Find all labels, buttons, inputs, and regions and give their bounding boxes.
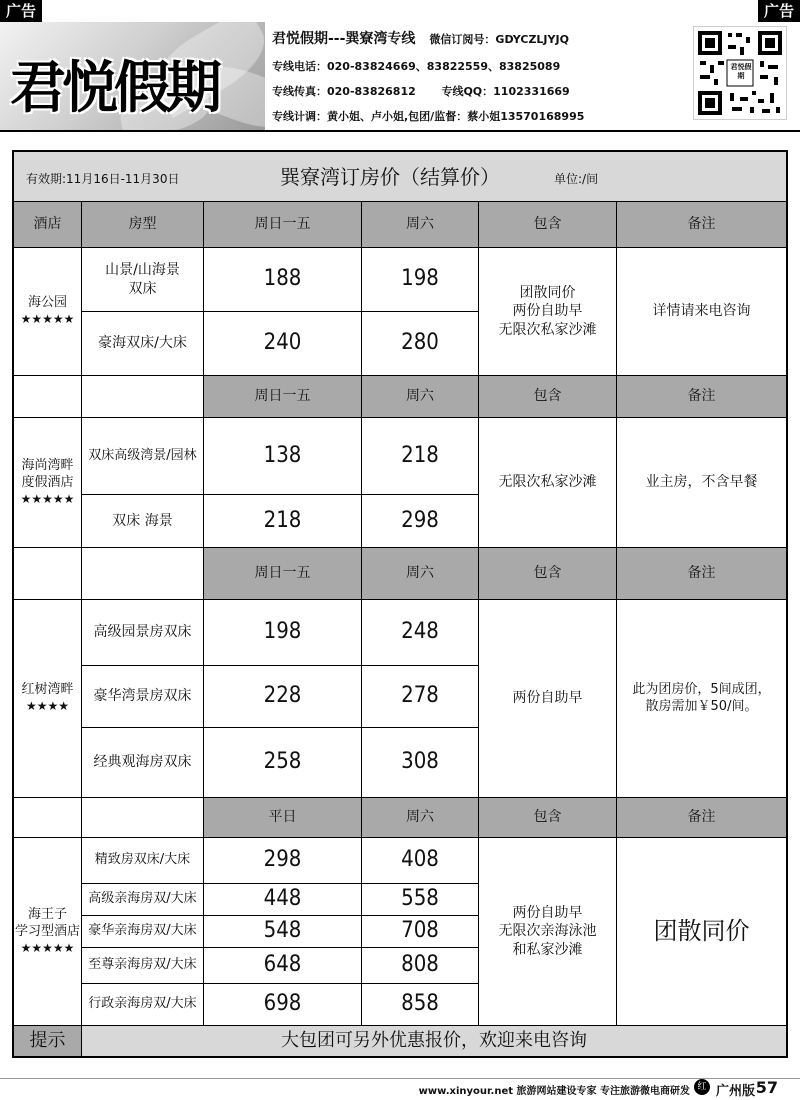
include-cell: 两份自助早 无限次亲海泳池 和私家沙滩 xyxy=(479,838,617,1026)
room-type: 豪海双床/大床 xyxy=(82,312,204,376)
weekday-price: 648 xyxy=(204,948,362,984)
head-room: 房型 xyxy=(82,202,204,248)
remark-cell: 此为团房价，5间成团， 散房需加￥50/间。 xyxy=(617,600,786,798)
head-saturday: 周六 xyxy=(362,202,479,248)
sub-head-weekday: 周日一五 xyxy=(204,548,362,600)
saturday-price: 308 xyxy=(362,728,479,798)
sub-head-remark: 备注 xyxy=(617,376,786,418)
saturday-price: 280 xyxy=(362,312,479,376)
star-rating: ★★★★ xyxy=(25,699,70,714)
tip-text: 大包团可另外优惠报价，欢迎来电咨询 xyxy=(82,1026,786,1056)
hotel-name: 海王子 学习型酒店 xyxy=(14,906,80,939)
weekday-price: 138 xyxy=(204,418,362,495)
saturday-price: 298 xyxy=(362,495,479,548)
brand-logo-icon: 红 xyxy=(694,1079,710,1095)
weekday-price: 188 xyxy=(204,248,362,312)
hotel-name-cell xyxy=(14,838,82,1026)
sub-head-saturday: 周六 xyxy=(362,798,479,838)
include-cell: 无限次私家沙滩 xyxy=(479,418,617,548)
ad-tag-right: 广告 xyxy=(758,0,800,22)
phone-line: 专线电话：020-83824669、83822559、83825089 xyxy=(272,60,561,73)
table-title: 巽寮湾订房价（结算价） xyxy=(280,164,500,189)
include-cell: 团散同价 两份自助早 无限次私家沙滩 xyxy=(479,248,617,376)
ad-tag-left: 广告 xyxy=(0,0,42,22)
weekday-price: 548 xyxy=(204,916,362,948)
head-hotel: 酒店 xyxy=(14,202,82,248)
room-type: 豪华湾景房双床 xyxy=(82,666,204,728)
saturday-price: 808 xyxy=(362,948,479,984)
footer-text: www.xinyour.net 旅游网站建设专家 专注旅游微电商研发 xyxy=(418,1086,690,1097)
sub-head-weekday: 平日 xyxy=(204,798,362,838)
weekday-price: 218 xyxy=(204,495,362,548)
unit-text: 单位:/间 xyxy=(554,172,599,186)
wechat-id: 微信订阅号：GDYCZLJYJQ xyxy=(429,33,569,46)
sub-head-include: 包含 xyxy=(479,376,617,418)
qq-line: 专线QQ：1102331669 xyxy=(441,85,570,98)
saturday-price: 558 xyxy=(362,884,479,916)
include-cell: 两份自助早 xyxy=(479,600,617,798)
saturday-price: 218 xyxy=(362,418,479,495)
validity-text: 有效期:11月16日-11月30日 xyxy=(26,172,180,186)
remark-cell: 详情请来电咨询 xyxy=(617,248,786,376)
saturday-price: 708 xyxy=(362,916,479,948)
fax-line: 专线传真：020-83826812 xyxy=(272,85,416,98)
sub-head-remark: 备注 xyxy=(617,798,786,838)
weekday-price: 448 xyxy=(204,884,362,916)
hotel-name: 海公园 xyxy=(27,295,67,311)
room-type: 经典观海房双床 xyxy=(82,728,204,798)
hotel-name-cell xyxy=(14,418,82,548)
room-type: 山景/山海景 双床 xyxy=(82,248,204,312)
room-type: 豪华亲海房双/大床 xyxy=(82,916,204,948)
star-rating: ★★★★★ xyxy=(20,312,75,327)
sub-head-saturday: 周六 xyxy=(362,548,479,600)
saturday-price: 278 xyxy=(362,666,479,728)
sub-head-include: 包含 xyxy=(479,798,617,838)
saturday-price: 248 xyxy=(362,600,479,666)
sub-head-remark: 备注 xyxy=(617,548,786,600)
hotel-name: 海尚湾畔 度假酒店 xyxy=(21,457,74,490)
blank-cell xyxy=(82,548,204,600)
weekday-price: 240 xyxy=(204,312,362,376)
star-rating: ★★★★★ xyxy=(20,491,75,506)
hotel-name-cell xyxy=(14,248,82,376)
header-banner xyxy=(0,22,800,132)
room-type: 至尊亲海房双/大床 xyxy=(82,948,204,984)
head-include: 包含 xyxy=(479,202,617,248)
hotel-name: 红树湾畔 xyxy=(21,682,74,698)
header-title: 君悦假期---巽寮湾专线 xyxy=(272,31,416,47)
saturday-price: 858 xyxy=(362,984,479,1026)
header-divider xyxy=(0,130,800,132)
weekday-price: 298 xyxy=(204,838,362,884)
edition-label: 广州版 xyxy=(715,1084,755,1099)
sub-head-weekday: 周日一五 xyxy=(204,376,362,418)
remark-cell: 业主房，不含早餐 xyxy=(617,418,786,548)
weekday-price: 698 xyxy=(204,984,362,1026)
saturday-price: 408 xyxy=(362,838,479,884)
hotel-name-cell xyxy=(14,600,82,798)
qr-code-icon xyxy=(693,26,787,120)
room-type: 高级园景房双床 xyxy=(82,600,204,666)
room-type: 双床高级湾景/园林 xyxy=(82,418,204,495)
head-weekday: 周日一五 xyxy=(204,202,362,248)
blank-cell xyxy=(14,376,82,418)
weekday-price: 198 xyxy=(204,600,362,666)
logo-text: 君悦假期 xyxy=(10,55,218,121)
contact-info xyxy=(272,28,692,133)
weekday-price: 258 xyxy=(204,728,362,798)
star-rating: ★★★★★ xyxy=(20,940,75,955)
price-table xyxy=(12,150,788,1058)
footer xyxy=(0,1072,800,1100)
saturday-price: 198 xyxy=(362,248,479,312)
remark-cell: 团散同价 xyxy=(617,838,786,1026)
footer-divider xyxy=(0,1078,800,1079)
weekday-price: 228 xyxy=(204,666,362,728)
blank-cell xyxy=(82,376,204,418)
title-row xyxy=(14,152,786,202)
room-type: 精致房双床/大床 xyxy=(82,838,204,884)
contacts-line: 专线计调：黄小姐、卢小姐,包团/监督：蔡小姐13570168995 xyxy=(272,110,585,123)
blank-cell xyxy=(14,548,82,600)
room-type: 高级亲海房双/大床 xyxy=(82,884,204,916)
tip-label: 提示 xyxy=(14,1026,82,1056)
page-number: 57 xyxy=(755,1078,778,1097)
room-type: 行政亲海房双/大床 xyxy=(82,984,204,1026)
head-remark: 备注 xyxy=(617,202,786,248)
logo-area xyxy=(0,22,265,130)
room-type: 双床 海景 xyxy=(82,495,204,548)
blank-cell xyxy=(14,798,82,838)
qr-label: 君悦假期 xyxy=(730,63,752,80)
blank-cell xyxy=(82,798,204,838)
sub-head-saturday: 周六 xyxy=(362,376,479,418)
sub-head-include: 包含 xyxy=(479,548,617,600)
